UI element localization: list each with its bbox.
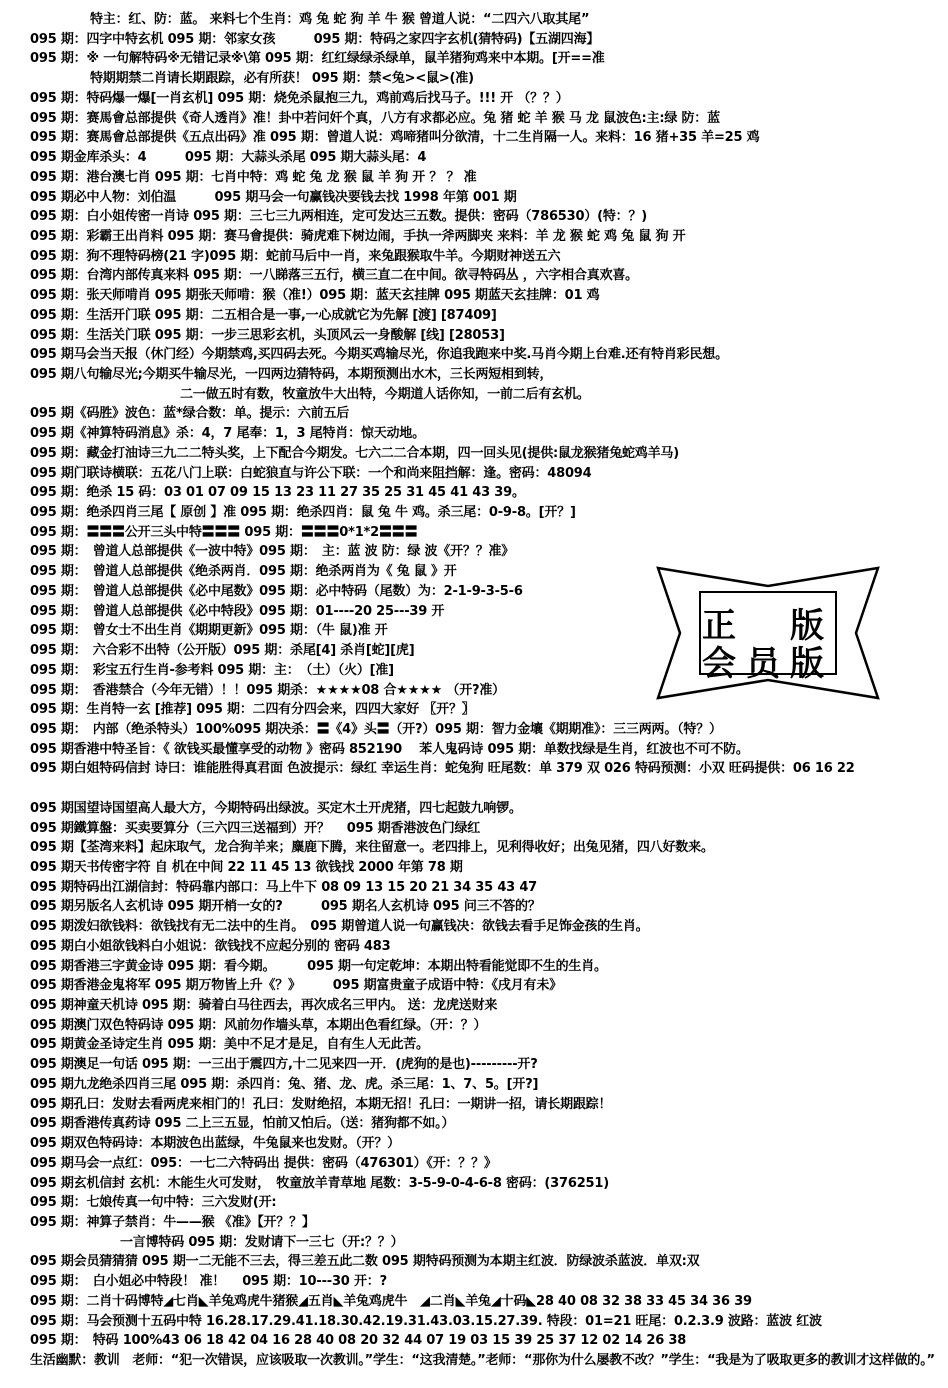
badge-line-official: 正 版 (702, 606, 834, 646)
text-line: 095 期澳门双色特码诗 095 期：风前勿作墙头草，本期出色看红绿。（开：？） (30, 1017, 487, 1033)
text-line: 095 期：台湾内部传真来料 095 期：一八睇落三五行，横三直二在中间。欲寻特码丛 ，六字相合真欢喜。 (30, 268, 638, 284)
text-line: 095 期马会一点红：095：一七二六特码出 提供：密码（476301）《开：？？》 (30, 1155, 497, 1171)
text-line: 095 期：狗不理特码榜(21 字)095 期：蛇前马后中一肖，来兔跟猴取牛羊。今期财神送五六 (30, 248, 561, 264)
text-line: 095 期鐵算盤：买卖要算分（三六四三送福到）开？ 095 期香港波色门绿红 (30, 820, 481, 836)
text-line: 095 期白小姐欲钱料白小姐说：欲钱找不应起分别的 密码 483 (30, 938, 391, 954)
text-line: 095 期【荃湾来料】起床取气，龙合狗羊来；麋鹿下腾，来往留意一。老四排上，见利得收好；出兔见猪，四八好数来。 (30, 840, 714, 856)
text-line: 095 期：特码爆一爆[一肖玄机] 095 期：烧免杀鼠抱三九，鸡前鸡后找马子。!!! 开 （？？） (30, 90, 569, 106)
text-line: 095 期：※ 一句解特码※无错记录※\第 095 期：红红绿绿杀绿单，鼠羊猪狗鸡来中本期。[开==准 (30, 51, 605, 67)
text-line: 095 期特码出江湖信封：特码靠内部口：马上牛下 08 09 13 15 20 21 34 35 43 47 (30, 879, 538, 895)
text-line: 095 期泼妇欲钱料：欲钱找有无二法中的生肖。 095 期曾道人说一句赢钱决：欲钱去看手足饰金孩的生肖。 (30, 919, 649, 935)
text-line: 095 期：马会预测十五码中特 16.28.17.29.41.18.30.42.19.31.43.03.15.27.39. 特段：01=21 旺尾：0.2.3.9 波路：蓝波 红波 (30, 1313, 822, 1329)
text-line: 095 期澳足一句话 095 期：一三出于震四方,十二见来四一开．(虎狗的是也)---------开? (30, 1057, 538, 1073)
text-line: 095 期香港传真药诗 095 二上三五显，怕前又怕后。（送：猪狗都不如。） (30, 1116, 455, 1132)
text-line: 095 期门联诗横联：五花八门上联：白蛇狼直与许公下联：一个和尚来阻挡解：逢。密码：48094 (30, 465, 592, 481)
text-line: 二一做五时有数，牧童放牛大出特，今期道人话你知，一前二后有玄机。 (180, 386, 590, 402)
text-line: 095 期：绝杀 15 码：03 01 07 09 15 13 23 11 27 35 25 31 45 41 43 39。 (30, 485, 525, 501)
text-line: 095 期：赛馬會总部提供《五点出码》准 095 期：曾道人说：鸡啼猪叫分欲清，十二生肖隔一人。来料：16 猪+35 羊=25 鸡 (30, 130, 760, 146)
text-line: 095 期：四字中特玄机 095 期：邻家女孩 095 期：特码之家四字玄机(猜特码)【五湖四海】 (30, 31, 600, 47)
text-line: 095 期：藏金打油诗三九二二特头奖，上下配合今期发。七六二二合本期，四一回头见(提供:鼠龙猴猪兔蛇鸡羊马) (30, 445, 679, 461)
text-line: 095 期：绝杀四肖三尾【 原创 】准 095 期：绝杀四肖：鼠 兔 牛 鸡。杀三尾：0-9-8。[开？] (30, 505, 576, 520)
text-line: 095 期香港金鬼将军 095 期万物皆上升《？》 095 期富贵童子成语中特：《戌月有未》 (30, 978, 562, 994)
text-line: 095 期：神算子禁肖：牛——猴 《准》【开？？】 (30, 1214, 315, 1230)
text-line: 095 期会员猜猜猜 095 期一二无能不三去，得三差五此二数 095 期特码预测为本期主红波．防绿波杀蓝波．单双:双 (30, 1254, 700, 1270)
text-line: 095 期： 内部（绝杀特头）100%095 期决杀：〓《4》头〓（开?）095 期：智力金壤《期期准》：三三两两。（特？） (30, 721, 722, 737)
text-line: 095 期：港台澳七肖 095 期：七肖中特：鸡 蛇 兔 龙 猴 鼠 羊 狗 开 ？ ？ 准 (30, 169, 477, 185)
text-line: 095 期另版名人玄机诗 095 期开梢一女的? 095 期名人玄机诗 095 问三不答的？ (30, 899, 541, 915)
text-line: 095 期马会当天报（休门经）今期禁鸡,买四码去死。今期买鸡输尽光，你追我跑来中奖.马肖今期上台难.还有特肖彩民想。 (30, 347, 728, 363)
text-line: 095 期国望诗国望高人最大方，今期特码出绿波。买定木土开虎猪，四七起鼓九响锣。 (30, 800, 522, 816)
text-line: 095 期： 曾道人总部提供《绝杀两肖．095 期：绝杀两肖为《 兔 鼠 》开 (30, 564, 457, 580)
text-line: 095 期： 六合彩不出特（公开版）095 期：杀尾[4] 杀肖[蛇][虎] (30, 643, 415, 658)
text-line: 095 期： 曾道人总部提供《必中特段》095 期：01----20 25---39 开 (30, 603, 445, 619)
text-line: 095 期玄机信封 玄机：木能生火可发财， 牧童放羊青草地 尾数：3-5-9-0-4-6-8 密码：(376251) (30, 1175, 609, 1191)
text-line: 095 期：生活开门联 095 期：二五相合是一事,一心成就它为先解 [渡] [87409] (30, 307, 497, 323)
text-line: 095 期香港中特圣旨：《 欲钱买最懂享受的动物 》密码 852190 苯人鬼码诗 095 期：单数找绿是生肖，红波也不可不防。 (30, 741, 749, 757)
text-line: 特期期禁二肖请长期跟踪，必有所获！ 095 期：禁<兔><鼠>(准) (90, 71, 474, 87)
text-line: 095 期双色特码诗：本期波色出蓝绿，牛兔鼠来也发财。（开？） (30, 1136, 400, 1151)
text-line: 095 期黄金圣诗定生肖 095 期：美中不足才是足，自有生人无此苦。 (30, 1037, 429, 1053)
text-line: 095 期： 香港禁合（今年无错）！！095 期杀：★★★★08 合★★★★ （开?准） (30, 682, 505, 698)
text-line: 生活幽默：教训 老师：“犯一次错误，应该吸取一次教训。”学生：“这我清楚。”老师：“那你为什么屡教不改？”学生：“我是为了吸取更多的教训才这样做的。” (30, 1353, 935, 1368)
text-line: 095 期：赛馬會总部提供《奇人透肖》准！卦中若问奸个真，八方有求都必应。兔 猪 蛇 羊 猴 马 龙 鼠波色:主:绿 防：蓝 (30, 110, 720, 126)
text-line: 095 期：二肖十码博特◢七肖◣羊兔鸡虎牛猪猴◢五肖◣羊兔鸡虎牛 ◢二肖◣羊兔◢十码◣28 40 08 32 38 33 45 34 36 39 (30, 1293, 752, 1309)
text-line: 095 期金库杀头：4 095 期：大蒜头杀尾 095 期大蒜头尾：4 (30, 150, 427, 165)
badge-stamp (652, 560, 884, 706)
text-line: 095 期： 白小姐必中特段！ 准！ 095 期：10---30 开：? (30, 1274, 387, 1290)
text-line: 095 期：〓〓〓公开三头中特〓〓〓 095 期：〓〓〓0*1*2〓〓〓 (30, 524, 418, 540)
text-line: 095 期：七娘传真一句中特：三六发财(开: (30, 1195, 277, 1211)
text-line: 一言博特码 095 期：发财请下一三七（开:？？） (120, 1234, 404, 1250)
text-line: 095 期： 曾道人总部提供《必中尾数》095 期：必中特码（尾数）为：2-1-9-3-5-6 (30, 583, 523, 599)
text-line: 095 期香港三字黄金诗 095 期：看今期。 095 期一句定乾坤：本期出特看能觉即不生的生肖。 (30, 958, 607, 974)
text-line: 095 期：白小姐传密一肖诗 095 期：三七三九两相连，定可发达三五数。提供：密码（786530）(特：？) (30, 209, 648, 225)
text-line: 095 期： 特码 100%43 06 18 42 04 16 28 40 08 20 32 44 07 19 03 15 39 25 37 12 02 14 26 38 (30, 1333, 687, 1349)
text-line: 特主：红、防：蓝。 来料七个生肖：鸡 兔 蛇 狗 羊 牛 猴 曾道人说：“二四六八取其尾” (90, 12, 590, 27)
text-line: 095 期： 彩宝五行生肖-参考料 095 期：主： （土）（火）[准] (30, 662, 394, 678)
text-line: 095 期《码胜》波色：蓝*绿合数：单。提示：六前五后 (30, 406, 350, 422)
text-line: 095 期九龙绝杀四肖三尾 095 期：杀四肖：兔、猪、龙、虎。杀三尾：1、7、5。[开?] (30, 1076, 539, 1092)
text-line: 095 期：彩霸王出肖料 095 期：赛马會提供：骑虎难下树边闹，手执一斧两脚夹 来料：羊 龙 猴 蛇 鸡 兔 鼠 狗 开 (30, 228, 686, 244)
text-line: 095 期：生肖特一玄 [推荐] 095 期：二四有分四会来，四四大家好 〖开？〗 (30, 702, 475, 718)
text-line: 095 期八句输尽光;今期买牛输尽光，一四两边猜特码，本期预测出水木，三长两短相到转， (30, 367, 553, 382)
text-line: 095 期： 曾道人总部提供《一波中特》095 期： 主：蓝 波 防：绿 波《开？？准》 (30, 544, 515, 560)
badge-line-member: 会员版 (702, 644, 834, 684)
text-line: 095 期天书传密字符 自 机在中间 22 11 45 13 欲钱找 2000 年第 78 期 (30, 860, 463, 875)
text-line: 095 期：生活关门联 095 期：一步三思彩玄机，头顶风云一身酸解 [线] [28053] (30, 327, 505, 343)
text-line: 095 期神童天机诗 095 期：骑着白马往西去，再次成名三甲内。 送：龙虎送财来 (30, 998, 498, 1013)
text-line: 095 期必中人物：刘伯温 095 期马会一句赢钱决要钱去找 1998 年第 001 期 (30, 189, 517, 205)
text-line: 095 期：张天师啃肖 095 期张天师啃：猴（准!）095 期：蓝天玄挂牌 095 期蓝天玄挂牌：01 鸡 (30, 288, 600, 304)
text-line: 095 期： 曾女士不出生肖《期期更新》095 期：（牛 鼠)准 开 (30, 623, 388, 639)
text-line: 095 期《神算特码消息》杀：4，7 尾奉：1，3 尾特肖：惊天动地。 (30, 426, 425, 442)
text-line: 095 期白姐特码信封 诗曰：谁能胜得真君面 色波提示：绿红 幸运生肖：蛇兔狗 旺尾数：单 379 双 026 特码预测：小双 旺码提供：06 16 22 (30, 761, 855, 777)
text-line: 095 期孔曰：发财去看两虎来相门的！孔曰：发财绝招，本期无招！孔曰：一期讲一招，请长期跟踪！ (30, 1096, 612, 1112)
